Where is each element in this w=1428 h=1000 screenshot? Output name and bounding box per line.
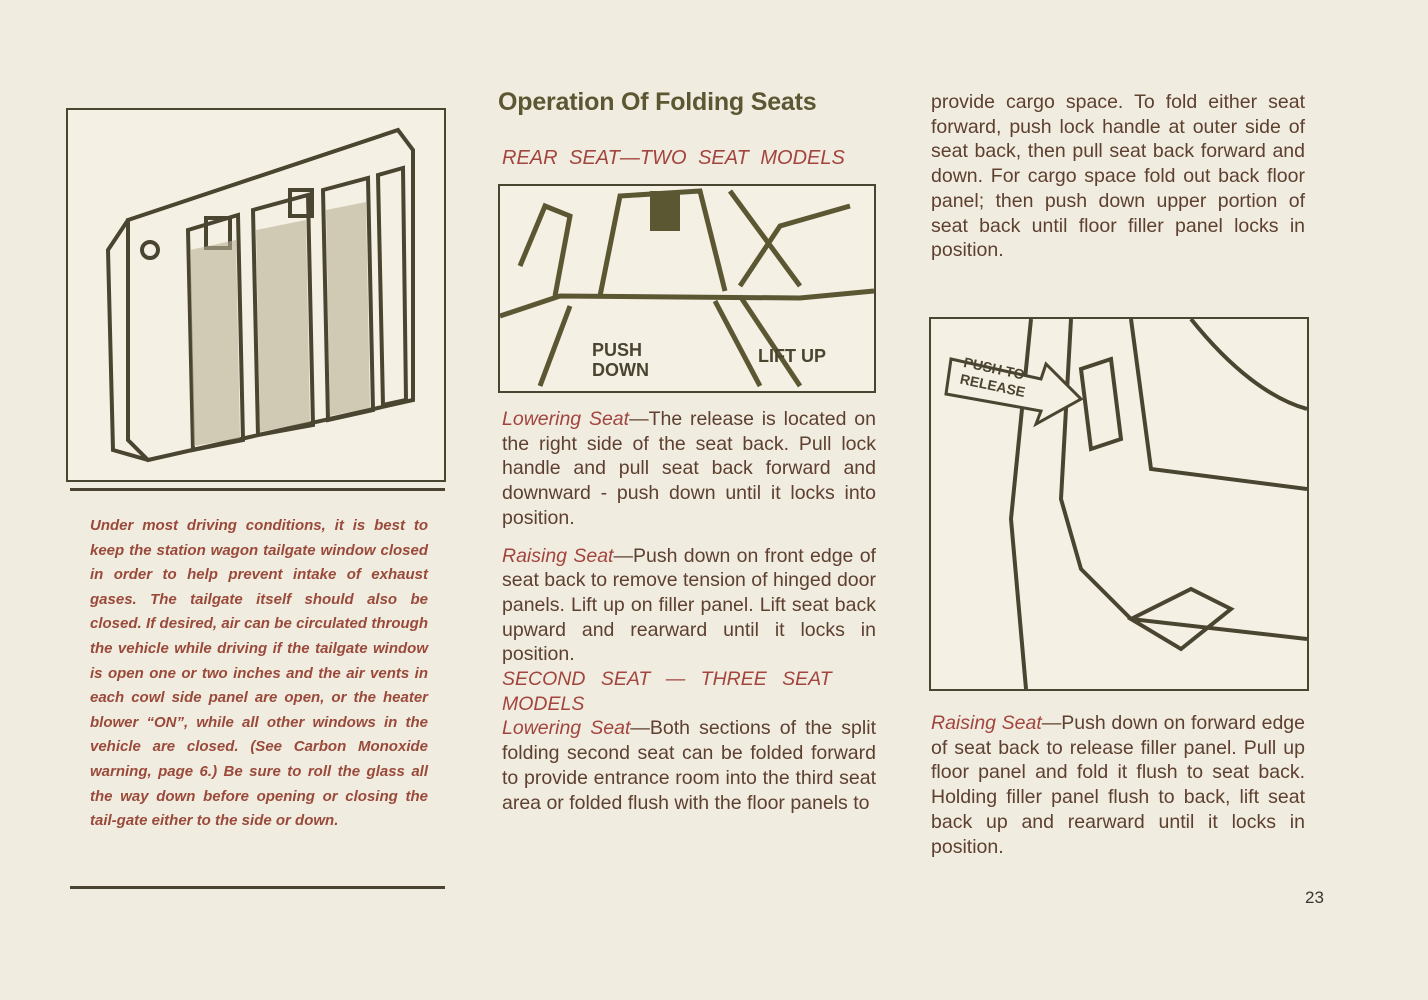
raising-seat-label: Raising Seat — [502, 544, 614, 567]
section-heading-second-seat: SECOND SEAT — THREE SEAT MODELS — [502, 668, 832, 715]
divider-top — [70, 488, 445, 491]
lowering-seat-paragraph — [502, 407, 876, 531]
section-heading-rear-seat: REAR SEAT—TWO SEAT MODELS — [502, 147, 845, 169]
page-title: Operation Of Folding Seats — [498, 88, 817, 116]
lowering-second-seat-label: Lowering Seat — [502, 717, 631, 740]
raising-seat-paragraph — [502, 544, 876, 668]
lowering-seat-text: —The release is located on the right side of the seat back. Pull lock handle and pull seat back forward and downward - push down until it locks into position. — [502, 408, 876, 529]
lowering-second-seat-paragraph — [502, 716, 876, 815]
raising-third-seat-text: —Push down on forward edge of seat back to release filler panel. Pull up floor panel and fold it flush to seat back. Holding filler panel flush to back, lift seat back up and rearward until it locks in position. — [931, 712, 1305, 858]
raising-third-seat-label: Raising Seat — [931, 712, 1042, 734]
raising-third-seat-paragraph — [931, 711, 1305, 859]
push-down-label: PUSH DOWN — [592, 340, 649, 380]
rear-seat-illustration — [498, 184, 876, 393]
lowering-seat-label: Lowering Seat — [502, 408, 630, 430]
right-column-bottom — [931, 711, 1305, 859]
right-column-top — [931, 90, 1305, 263]
tailgate-warning-note: Under most driving conditions, it is best to keep the station wagon tailgate window closed in order to help prevent intake of exhaust gases. The tailgate itself should also be closed. If desired, air can be circulated through the vehicle while driving if the tailgate window is open one or two inches and the air vents in each cowl side panel are open, or the heater blower “ON”, while all other windows in the vehicle are closed. (See Carbon Monoxide warning, page 6.) Be sure to roll the glass all the way down before opening or closing the tail-gate either to the side or down. — [90, 517, 428, 830]
divider-bottom — [70, 886, 445, 889]
page-number: 23 — [1305, 888, 1324, 907]
lift-up-label: LIFT UP — [758, 346, 826, 366]
middle-column-text — [502, 407, 876, 815]
tailgate-illustration — [66, 108, 446, 482]
push-to-release-illustration — [929, 317, 1309, 691]
lowering-second-seat-text: —Both sections of the split folding second seat can be folded forward to provide entrance room into the third seat area or folded flush with the floor panels to — [502, 717, 876, 814]
raising-seat-text: —Push down on front edge of seat back to remove tension of hinged door panels. Lift up on filler panel. Lift seat back upward and rearward until it locks in position. — [502, 544, 876, 666]
push-to-release-label: PUSH TO RELEASE — [958, 354, 1027, 401]
cargo-space-paragraph: provide cargo space. To fold either seat forward, push lock handle at outer side of seat back, then pull seat back forward and down. For cargo space fold out back floor panel; then push down upper portion of seat back until floor filler panel locks in position. — [931, 91, 1305, 262]
